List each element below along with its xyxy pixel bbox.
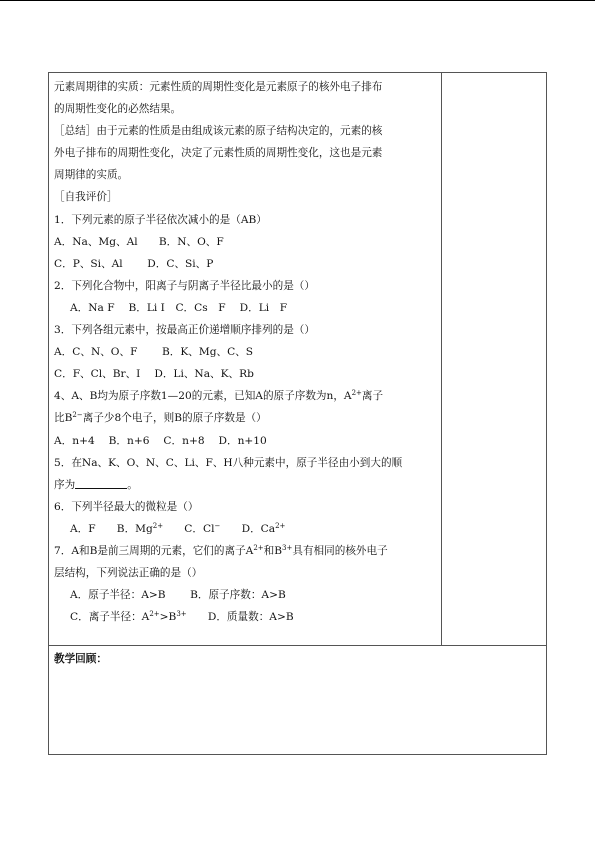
question-6-options	[54, 518, 438, 540]
superscript: 2+	[351, 389, 362, 398]
superscript: 2+	[253, 543, 264, 552]
question-1-options: A．Na、Mg、Al B．N、O、F	[54, 235, 224, 248]
question-4-text: 离子	[361, 390, 384, 403]
option-text: D．质量数：A>B	[186, 611, 294, 624]
summary-line: ［总结］由于元素的性质是由组成该元素的原子结构决定的，元素的核	[54, 125, 383, 138]
lesson-content	[54, 76, 438, 628]
question-5: 5．在Na、K、O、N、C、Li、F、H八种元素中，原子半径由小到大的顺	[54, 456, 403, 469]
teaching-review-label: 教学回顾：	[54, 653, 107, 665]
question-7-text: 具有相同的核外电子	[292, 544, 388, 557]
question-5-text: 序为	[54, 478, 76, 491]
superscript: 2+	[152, 521, 164, 530]
text-line: 的周期性变化的必然结果。	[54, 103, 182, 116]
question-4	[54, 385, 438, 407]
table-row-divider	[48, 645, 547, 646]
question-2: 2．下列化合物中，阳离子与阴离子半径比最小的是（）	[54, 279, 315, 292]
question-7-cont: 层结构，下列说法正确的是（）	[54, 567, 203, 580]
option-text: D．Ca	[220, 522, 276, 535]
superscript: 3+	[282, 543, 293, 552]
superscript: 2+	[149, 610, 160, 619]
answer-blank[interactable]	[75, 478, 127, 489]
question-7	[54, 540, 438, 562]
question-5-text: 。	[127, 478, 138, 491]
question-4-options: A．n+4 B．n+6 C．n+8 D．n+10	[54, 434, 267, 447]
table-column-divider	[441, 72, 442, 646]
option-text: >B	[159, 611, 177, 624]
question-1: 1．下列元素的原子半径依次减小的是（AB）	[54, 213, 267, 226]
question-7-options: A．原子半径：A>B B．原子序数：A>B	[70, 589, 286, 602]
question-3-options: C．F、Cl、Br、I D．Li、Na、K、Rb	[54, 368, 254, 381]
question-7-options	[54, 606, 438, 628]
superscript: 2−	[72, 411, 83, 420]
summary-line: 外电子排布的周期性变化，决定了元素性质的周期性变化，这也是元素	[54, 147, 383, 160]
text-line: 元素周期律的实质：元素性质的周期性变化是元素原子的核外电子排布	[54, 81, 383, 93]
summary-line: 周期律的实质。	[54, 169, 129, 182]
superscript: −	[214, 521, 221, 530]
superscript: 3+	[176, 610, 187, 619]
question-6: 6．下列半径最大的微粒是（）	[54, 500, 199, 513]
question-7-text: 7．A和B是前三周期的元素，它们的离子A	[54, 544, 254, 557]
question-3: 3．下列各组元素中，按最高正价递增顺序排列的是（）	[54, 324, 315, 337]
page-top-rule	[0, 0, 595, 1]
option-text: C．Cl	[163, 522, 215, 535]
option-text: A．F B．Mg	[70, 522, 153, 535]
question-4-cont	[54, 407, 438, 429]
option-text: C．离子半径：A	[70, 611, 150, 624]
question-7-text: 和B	[263, 544, 283, 557]
question-3-options: A．C、N、O、F B．K、Mg、C、S	[54, 346, 254, 359]
question-1-options: C．P、Si、Al D．C、Si、P	[54, 257, 214, 270]
question-4-text: 4、A、B均为原子序数1—20的元素，已知A的原子序数为n，A	[54, 390, 352, 403]
question-4-text: 离子少8个电子，则B的原子序数是（）	[82, 412, 267, 425]
question-5-cont	[54, 474, 438, 496]
question-4-text: 比B	[54, 412, 73, 425]
superscript: 2+	[275, 521, 286, 530]
section-heading: ［自我评价］	[54, 191, 118, 204]
question-2-options: A．Na F B．Li I C．Cs F D．Li F	[70, 301, 288, 314]
